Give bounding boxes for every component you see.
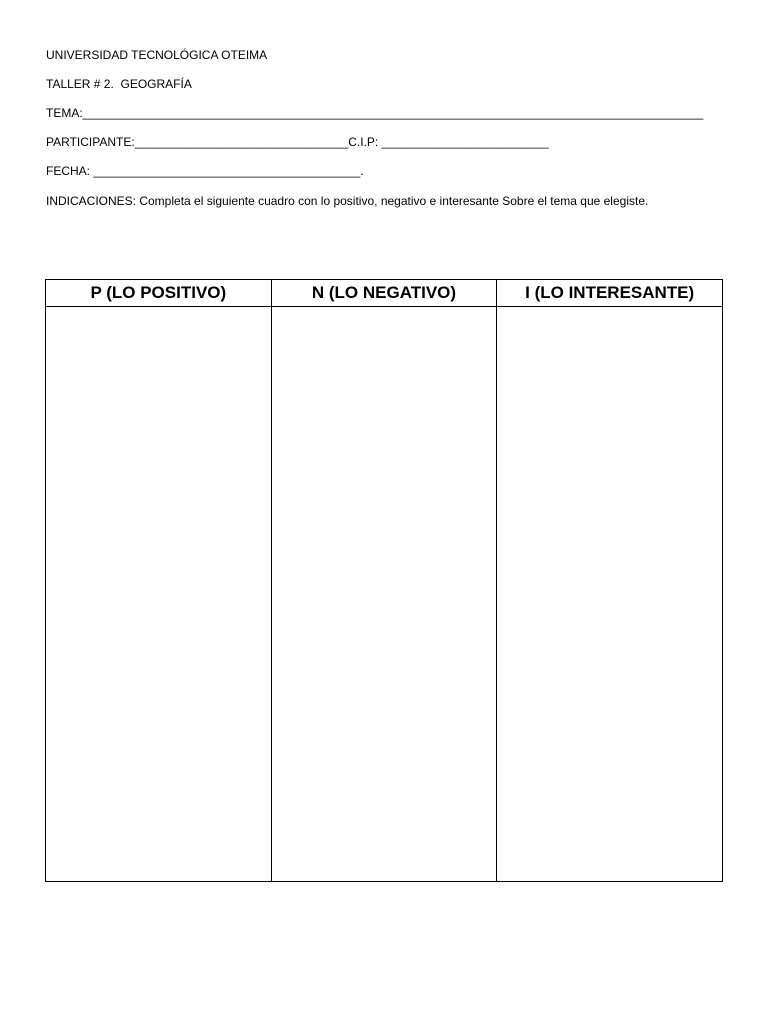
institution-name: UNIVERSIDAD TECNOLÓGICA OTEIMA (46, 48, 268, 62)
table-header-row (46, 280, 723, 307)
table-row (46, 307, 723, 882)
instructions-text: INDICACIONES: Completa el siguiente cuadro con lo positivo, negativo e interesante Sobre el tema que elegiste. (46, 194, 649, 208)
pni-table (45, 279, 723, 882)
negative-cell (271, 307, 497, 882)
date-field: FECHA: ________________________________________. (46, 164, 364, 178)
column-header-negative: N (LO NEGATIVO) (271, 280, 497, 307)
workshop-title: TALLER # 2. GEOGRAFÍA (46, 77, 192, 91)
column-header-positive: P (LO POSITIVO) (46, 280, 272, 307)
interesting-cell (497, 307, 723, 882)
topic-field: TEMA:_____________________________________________________________________________________________ (46, 106, 704, 120)
positive-cell (46, 307, 272, 882)
column-header-interesting: I (LO INTERESANTE) (497, 280, 723, 307)
participant-field: PARTICIPANTE:________________________________C.I.P: _________________________ (46, 135, 549, 149)
